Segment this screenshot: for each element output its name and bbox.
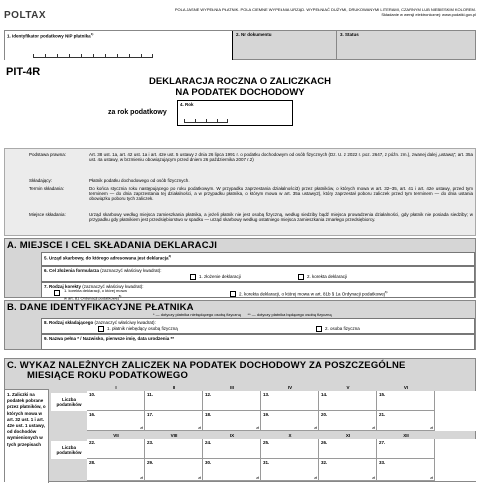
status-field [338, 31, 476, 60]
field-17[interactable]: 17. zł [147, 412, 201, 430]
submitter-natural-checkbox[interactable] [316, 326, 322, 332]
grid-row-4 [87, 459, 476, 481]
info-key-submitter: Składający: [29, 178, 53, 183]
payer-name-label: 9. Nazwa pełna * / Nazwisko, pierwsze imię, data urodzenia [44, 336, 170, 341]
field-12[interactable]: 12. [203, 391, 261, 411]
section-a [4, 238, 476, 298]
field-18[interactable]: 18. zł [205, 412, 259, 430]
poltax-logo: POLTAX [4, 10, 47, 21]
field-31[interactable]: 31. zł [263, 460, 317, 480]
info-value-basis: Art. 38 ust. 1a, art. 42 ust. 1a i art. 42e ust. 5 ustawy z dnia 26 lipca 1991 r. o podatku dochodowym od osób fizycznych (Dz. U. z 2022 r. poz. 2647, z późn. zm.), zwanej dalej „ustawą”; art. 35a ust. 4a ustawy, w brzmieniu obowiązującym przed dniem 26 października 2007 r.2) [89, 152, 473, 162]
submitter-option-legal[interactable]: 1. płatnik niebędący osobą fizyczną [98, 326, 178, 332]
submitter-type-label: 8. Rodzaj składającego [44, 320, 94, 325]
month-ii: II [172, 385, 176, 390]
info-value-deadline: Do końca stycznia roku następującego po roku podatkowym. W przypadku zaprzestania działalności3) przez płatników, o których mowa w art. 32–35, art. 41 i art. 42e ustawy, przed tym terminem — do dnia zaprzestania tej działalności, a w przypadku płatnika, o którym mowa w art. 35a ustawy2), który zaprzestał poboru zaliczek przed tym terminem — do dnia ustania obowiązku poboru tych zaliczek. [89, 186, 473, 201]
month-v: V [346, 385, 350, 390]
info-value-submitter: Płatnik podatku dochodowego od osób fizycznych. [89, 178, 190, 183]
status-label: 3. Status [340, 32, 359, 37]
purpose-field: 6. Cel złożenia formularza (zaznaczyć właściwy kwadrat): 1. złożenie deklaracji 2. korekta deklaracji [41, 266, 475, 282]
section-b-legend: * — dotyczy płatnika niebędącego osobą fizyczną ** — dotyczy płatnika będącego osobą fizyczną [153, 312, 332, 317]
correction-type-field: 7. Rodzaj korekty (zaznaczyć właściwy kwadrat): 1. korekta deklaracji, o której mowa w art. 81 Ordynacji podatkowej$^{5)}$ 2. korekta deklaracji, o której mowa w art. 81b § 1a Ordynacji podatkowej$^{6)}$ [41, 282, 475, 298]
purpose-option-correction[interactable]: 2. korekta deklaracji [298, 274, 347, 280]
payer-name-field[interactable]: 9. Nazwa pełna * / Nazwisko, pierwsze imię, data urodzenia ** [41, 334, 475, 350]
section-b-title: B. DANE IDENTYFIKACYJNE PŁATNIKA [7, 302, 194, 313]
year-digit-boxes [184, 120, 228, 123]
month-xi: XI [345, 433, 351, 438]
form-title: DEKLARACJA ROCZNA O ZALICZKACH NA PODATEK DOCHODOWY [149, 76, 331, 98]
month-viii: VIII [170, 433, 178, 438]
tax-year-label: 4. Rok [180, 102, 194, 107]
submitter-legal-checkbox[interactable] [98, 326, 104, 332]
document-number-field [234, 31, 337, 60]
month-xii: XII [403, 433, 409, 438]
field-27[interactable]: 27. [377, 439, 435, 459]
month-iii: III [230, 385, 234, 390]
field-32[interactable]: 32. zł [321, 460, 375, 480]
tax-year-field[interactable] [177, 100, 293, 126]
field-29[interactable]: 29. zł [147, 460, 201, 480]
legal-info-block [4, 148, 476, 236]
nip-label: 1. Identyfikator podatkowy NIP płatnika [7, 33, 91, 39]
field-10[interactable]: 10. [87, 391, 145, 411]
instructions-text: POLA JASNE WYPEŁNIA PŁATNIK. POLA CIEMNE WYPEŁNIA URZĄD. WYPEŁNIAĆ DUŻYMI, DRUKOWANYMI LITERAMI, CZARNYM LUB NIEBIESKIM KOLOREM. Składanie w wersji elektronicznej: www.podatki.gov.pl [174, 7, 476, 17]
purpose-submit-checkbox[interactable] [190, 274, 196, 280]
submitter-type-field: 8. Rodzaj składającego (zaznaczyć właściwy kwadrat): 1. płatnik niebędący osobą fizyczną 2. osoba fizyczna [41, 318, 475, 334]
section-c-title: C. WYKAZ NALEŻNYCH ZALICZEK NA PODATEK DOCHODOWY ZA POSZCZEGÓLNE MIESIĄCE ROKU PODATKOWEGO [7, 360, 406, 381]
tax-year-prefix: za rok podatkowy [108, 109, 167, 116]
field-30[interactable]: 30. zł [205, 460, 259, 480]
purpose-correction-checkbox[interactable] [298, 274, 304, 280]
month-vi: VI [403, 385, 409, 390]
field-33[interactable]: 33. zł [379, 460, 433, 480]
month-ix: IX [229, 433, 235, 438]
field-22[interactable]: 22. [87, 439, 145, 459]
document-number-label: 2. Nr dokumentu [236, 32, 272, 37]
correction-art81-checkbox[interactable] [54, 290, 60, 296]
info-key-basis: Podstawa prawna: [29, 152, 67, 157]
info-key-deadline: Termin składania: [29, 186, 65, 191]
field-19[interactable]: 19. zł [263, 412, 317, 430]
taxpayers-count-label-1: Liczba podatników [51, 393, 87, 411]
month-i: I [115, 385, 117, 390]
purpose-option-submit[interactable]: 1. złożenie deklaracji [190, 274, 241, 280]
field-11[interactable]: 11. [145, 391, 203, 411]
correction-art81b-checkbox[interactable] [230, 291, 236, 297]
field-13[interactable]: 13. [261, 391, 319, 411]
section-c [4, 358, 476, 482]
grid-row-1 [87, 391, 476, 411]
field-23[interactable]: 23. [145, 439, 203, 459]
advances-side-label: 1. Zaliczki na podatek pobrane przez płatników, o których mowa w art. 32 ust. 1 i art. 42e ust. 1 ustawy, od dochodów wymienionych w tych przepisach [5, 389, 49, 483]
month-x: X [288, 433, 292, 438]
section-a-title: A. MIEJSCE I CEL SKŁADANIA DEKLARACJI [7, 240, 218, 251]
field-24[interactable]: 24. [203, 439, 261, 459]
info-key-place: Miejsce składania: [29, 212, 66, 217]
field-20[interactable]: 20. zł [321, 412, 375, 430]
field-16[interactable]: 16. zł [89, 412, 143, 430]
field-26[interactable]: 26. [319, 439, 377, 459]
top-identification-bar [4, 30, 476, 60]
field-21[interactable]: 21. zł [379, 412, 433, 430]
tax-office-label: 5. Urząd skarbowy, do którego adresowana jest deklaracja [44, 255, 169, 261]
month-vii: VII [113, 433, 119, 438]
submitter-option-natural[interactable]: 2. osoba fizyczna [316, 326, 360, 332]
field-15[interactable]: 15. [377, 391, 435, 411]
form-code: PIT-4R [6, 66, 41, 78]
tax-office-field[interactable]: 5. Urząd skarbowy, do którego adresowana jest deklaracja$^{4)}$ [41, 252, 475, 266]
month-iv: IV [287, 385, 293, 390]
grid-row-2 [87, 411, 476, 431]
field-25[interactable]: 25. [261, 439, 319, 459]
grid-row-3 [87, 439, 476, 459]
correction-option-art81b[interactable]: 2. korekta deklaracji, o której mowa w art. 81b § 1a Ordynacji podatkowej$^{6)}$ [230, 290, 388, 297]
nip-digit-boxes [33, 55, 153, 58]
section-b [4, 300, 476, 350]
correction-type-label: 7. Rodzaj korekty [44, 284, 82, 289]
taxpayers-count-label-2: Liczba podatników [51, 441, 87, 459]
info-value-place: Urząd skarbowy według miejsca zamieszkania płatnika, a jeżeli płatnik nie jest osobą fizyczną, według siedziby bądź miejsca prowadzenia działalności, gdy płatnik nie posiada siedziby; w przypadku gdy płatnikiem jest przedsiębiorstwo w spadku — urząd skarbowy według ostatniego miejsca zamieszkania zmarłego przedsiębiorcy. [89, 212, 473, 222]
nip-field[interactable]: 1. Identyfikator podatkowy NIP płatnika$^{1)}$ [5, 31, 233, 60]
field-28[interactable]: 28. zł [89, 460, 143, 480]
field-14[interactable]: 14. [319, 391, 377, 411]
purpose-label: 6. Cel złożenia formularza [44, 268, 100, 273]
